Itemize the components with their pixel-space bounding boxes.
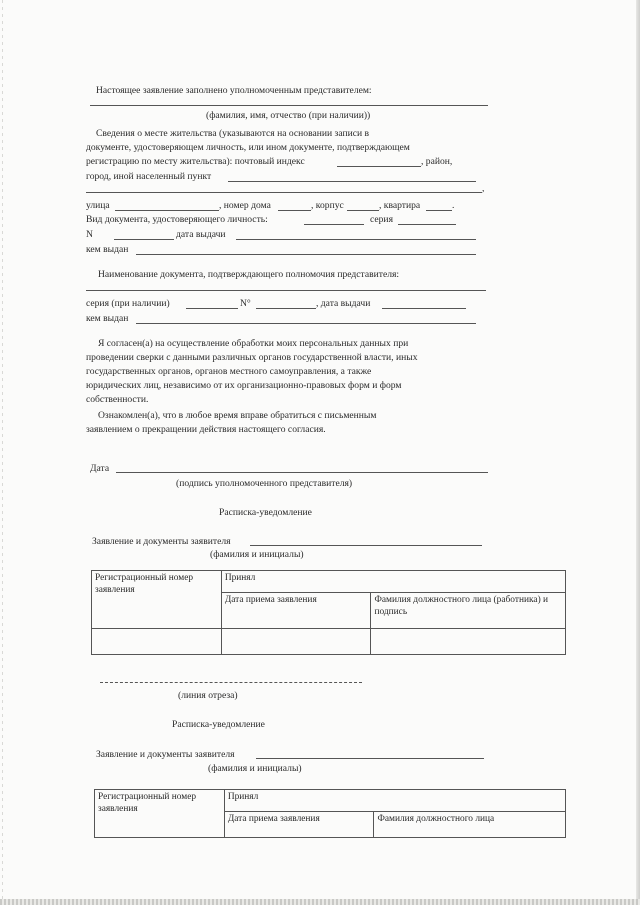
issue-date-label: дата выдачи bbox=[176, 229, 226, 240]
residence-text-3: регистрацию по месту жительства): почтовый индекс bbox=[86, 156, 305, 167]
fio-caption: (фамилия, имя, отчество (при наличии)) bbox=[206, 110, 371, 121]
district-label: , район, bbox=[421, 156, 453, 167]
locality-label: город, иной населенный пункт bbox=[86, 171, 212, 182]
signature-caption: (подпись уполномоченного представителя) bbox=[176, 478, 353, 489]
issued-by-field[interactable] bbox=[136, 254, 476, 255]
receipt-1-official-header: Фамилия должностного лица (работника) и подпись bbox=[371, 593, 566, 629]
address-continuation-line[interactable] bbox=[86, 192, 482, 193]
issue-date-field[interactable] bbox=[236, 239, 476, 240]
apartment-field[interactable] bbox=[426, 210, 452, 211]
authority-issued-by-label: кем выдан bbox=[86, 313, 129, 324]
residence-text-1: Сведения о месте жительства (указываются на основании записи в bbox=[96, 128, 370, 139]
receipt-1-date-cell[interactable] bbox=[221, 629, 371, 655]
receipt-1-docs-label: Заявление и документы заявителя bbox=[92, 536, 231, 547]
residence-text-2: документе, удостоверяющем личность, или ином документе, подтверждающем bbox=[86, 142, 410, 153]
house-label: , номер дома bbox=[219, 200, 271, 211]
authority-date-label: , дата выдачи bbox=[316, 298, 371, 309]
consent-line-1: Я согласен(а) на осуществление обработки моих персональных данных при bbox=[98, 338, 409, 349]
locality-field[interactable] bbox=[228, 181, 476, 182]
receipt-1-reg-number-header: Регистрационный номер заявления bbox=[92, 571, 222, 629]
consent-line-4: юридических лиц, независимо от их организационно-правовых форм и форм bbox=[86, 380, 402, 391]
authority-date-field[interactable] bbox=[382, 308, 466, 309]
scan-edge-perforation bbox=[2, 0, 3, 905]
receipt-1-official-cell[interactable] bbox=[371, 629, 566, 655]
consent-line-5: собственности. bbox=[86, 394, 149, 405]
representative-heading: Настоящее заявление заполнено уполномоченным представителем: bbox=[96, 85, 372, 96]
date-signature-field[interactable] bbox=[116, 472, 488, 473]
receipt-1-date-header: Дата приема заявления bbox=[221, 593, 371, 629]
receipt-1-applicant-field[interactable] bbox=[250, 545, 482, 546]
receipt-2-docs-label: Заявление и документы заявителя bbox=[96, 749, 235, 760]
receipt-2-official-header: Фамилия должностного лица bbox=[374, 812, 566, 838]
authority-heading: Наименование документа, подтверждающего полномочия представителя: bbox=[98, 269, 400, 280]
date-label: Дата bbox=[90, 463, 110, 474]
apartment-period: . bbox=[452, 200, 455, 211]
scan-edge-shadow bbox=[636, 0, 640, 905]
series-field[interactable] bbox=[398, 224, 456, 225]
acknowledge-line-2: заявлением о прекращении действия настоящего согласия. bbox=[86, 424, 326, 435]
authority-series-field[interactable] bbox=[186, 308, 238, 309]
issued-by-label: кем выдан bbox=[86, 244, 129, 255]
cut-line bbox=[100, 682, 362, 683]
authority-number-label: N° bbox=[240, 298, 251, 309]
building-field[interactable] bbox=[347, 210, 379, 211]
id-document-field[interactable] bbox=[304, 224, 364, 225]
receipt-1-caption: (фамилия и инициалы) bbox=[210, 549, 304, 560]
scan-bottom-edge bbox=[0, 899, 640, 905]
building-label: , корпус bbox=[311, 200, 344, 211]
authority-series-label: серия (при наличии) bbox=[86, 298, 170, 309]
receipt-2-date-header: Дата приема заявления bbox=[224, 812, 374, 838]
authority-document-field[interactable] bbox=[86, 290, 486, 291]
consent-line-2: проведении сверки с данными различных органов государственной власти, иных bbox=[86, 352, 418, 363]
receipt-1-reg-number-cell[interactable] bbox=[92, 629, 222, 655]
receipt-2-title: Расписка-уведомление bbox=[172, 719, 265, 730]
apartment-label: , квартира bbox=[379, 200, 421, 211]
receipt-2-applicant-field[interactable] bbox=[256, 758, 484, 759]
consent-line-3: государственных органов, органов местного самоуправления, а также bbox=[86, 366, 372, 377]
address-comma: , bbox=[482, 183, 485, 194]
street-label: улица bbox=[86, 200, 110, 211]
receipt-2-reg-number-header: Регистрационный номер заявления bbox=[95, 790, 225, 838]
authority-number-field[interactable] bbox=[256, 308, 316, 309]
postal-code-field[interactable] bbox=[337, 166, 421, 167]
receipt-2-table bbox=[94, 789, 566, 838]
representative-fio-line[interactable] bbox=[90, 105, 488, 106]
series-label: серия bbox=[370, 214, 393, 225]
street-field[interactable] bbox=[115, 210, 219, 211]
receipt-1-table bbox=[91, 570, 566, 655]
receipt-1-accepted-header: Принял bbox=[221, 571, 565, 593]
number-label: N bbox=[86, 229, 93, 240]
authority-issued-by-field[interactable] bbox=[136, 323, 476, 324]
house-field[interactable] bbox=[278, 210, 311, 211]
cut-line-caption: (линия отреза) bbox=[178, 690, 238, 701]
receipt-2-accepted-header: Принял bbox=[224, 790, 565, 812]
receipt-2-caption: (фамилия и инициалы) bbox=[208, 763, 302, 774]
number-field[interactable] bbox=[114, 239, 174, 240]
receipt-1-title: Расписка-уведомление bbox=[219, 507, 312, 518]
id-document-label: Вид документа, удостоверяющего личность: bbox=[86, 214, 268, 225]
acknowledge-line-1: Ознакомлен(а), что в любое время вправе обратиться с письменным bbox=[98, 410, 377, 421]
